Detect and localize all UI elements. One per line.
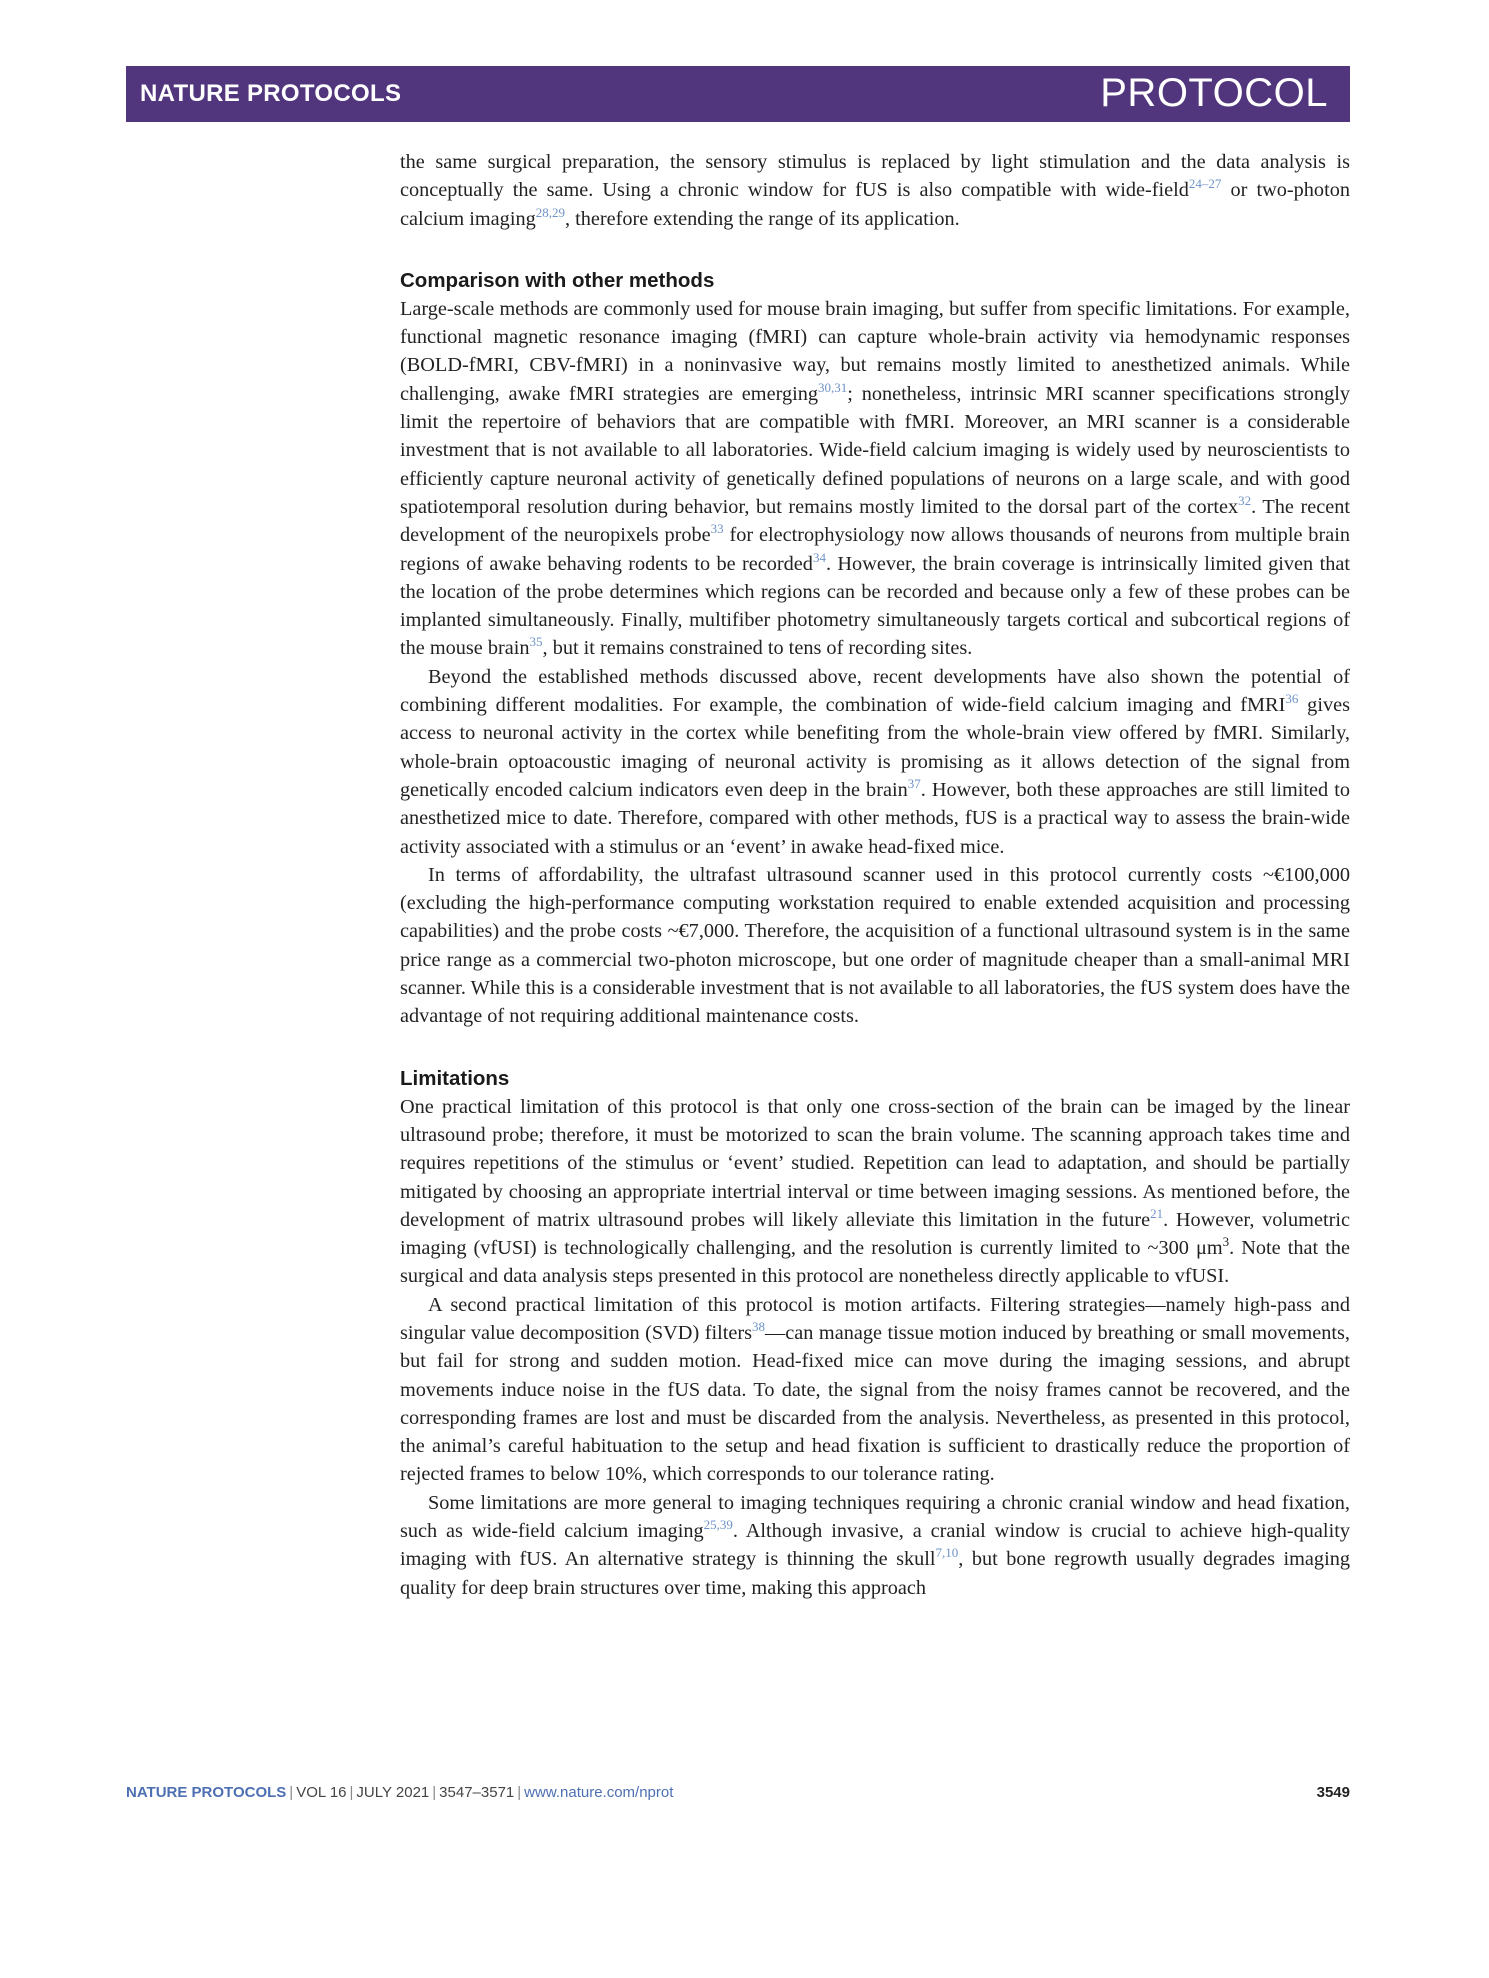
paragraph-comparison-1: Large-scale methods are commonly used for mouse brain imaging, but suffer from specific limitations. For example, functional magnetic resonance imaging (fMRI) can capture whole-brain activity via hemodynamic responses (BOLD-fMRI, CBV-fMRI) in a noninvasive way, but remains mostly limited to anesthetized animals. While challenging, awake fMRI strategies are emerging$^{30,31}$; nonetheless, intrinsic MRI scanner specifications strongly limit the repertoire of behaviors that are compatible with fMRI. Moreover, an MRI scanner is a considerable investment that is not available to all laboratories. Wide-field calcium imaging is widely used by neuroscientists to efficiently capture neuronal activity of genetically defined populations of neurons on a large scale, and with good spatiotemporal resolution during behavior, but remains mostly limited to the dorsal part of the cortex$^{32}$. The recent development of the neuropixels probe$^{33}$ for electrophysiology now allows thousands of neurons from multiple brain regions of awake behaving rodents to be recorded$^{34}$. However, the brain coverage is intrinsically limited given that the location of the probe determines which regions can be recorded and because only a few of these probes can be implanted simultaneously. Finally, multifiber photometry simultaneously targets cortical and subcortical regions of the mouse brain$^{35}$, but it remains constrained to tens of recording sites.	[400, 297, 1351, 660]
footer-url-link[interactable]: www.nature.com/nprot	[524, 1784, 674, 1801]
paragraph-comparison-2: Beyond the established methods discussed above, recent developments have also shown the potential of combining different modalities. For example, the combination of wide-field calcium imaging and fMRI$^{36}$ gives access to neuronal activity in the cortex while benefiting from the whole-brain view offered by fMRI. Similarly, whole-brain optoacoustic imaging of neuronal activity is promising as it allows detection of the signal from genetically encoded calcium indicators even deep in the brain$^{37}$. However, both these approaches are still limited to anesthetized mice to date. Therefore, compared with other methods, fUS is a practical way to assess the brain-wide activity associated with a stimulus or an ‘event’ in awake head-fixed mice.	[400, 665, 1350, 858]
citation-link[interactable]: 37	[907, 775, 921, 791]
citation-link[interactable]: 21	[1150, 1205, 1164, 1221]
citation-link[interactable]: 28,29	[535, 204, 565, 220]
page-footer: NATURE PROTOCOLS | VOL 16 | JULY 2021 | 3547–3571 | www.nature.com/nprot 3549	[126, 1784, 1350, 1801]
article-type: PROTOCOL	[1100, 71, 1328, 115]
paragraph-limitations-1: One practical limitation of this protocol is that only one cross-section of the brain can be imaged by the linear ultrasound probe; therefore, it must be motorized to scan the brain volume. The scanning approach takes time and requires repetitions of the stimulus or ‘event’ studied. Repetition can lead to adaptation, and should be partially mitigated by choosing an appropriate intertrial interval or time between imaging sessions. As mentioned before, the development of matrix ultrasound probes will likely alleviate this limitation in the future$^{21}$. However, volumetric imaging (vfUSI) is technologically challenging, and the resolution is currently limited to ~300 $\mu m^3$. Note that the surgical and data analysis steps presented in this protocol are nonetheless directly applicable to vfUSI.	[400, 1095, 1350, 1288]
citation-link[interactable]: 25,39	[703, 1517, 733, 1533]
citation-link[interactable]: 34	[812, 549, 826, 565]
footer-date: JULY 2021	[356, 1784, 430, 1801]
footer-journal: NATURE PROTOCOLS	[126, 1784, 287, 1801]
citation-link[interactable]: 36	[1285, 691, 1299, 707]
section-heading-limitations: Limitations	[400, 1066, 510, 1090]
journal-name: NATURE PROTOCOLS	[140, 80, 402, 107]
paragraph-affordability: In terms of affordability, the ultrafast ultrasound scanner used in this protocol currently costs ~€100,000 (excluding the high-performance computing workstation required to enable extended acquisition and processing capabilities) and the probe costs ~€7,000. Therefore, the acquisition of a functional ultrasound system is in the same price range as a commercial two-photon microscope, but one order of magnitude cheaper than a small-animal MRI scanner. While this is a considerable investment that is not available to all laboratories, the fUS system does have the advantage of not requiring additional maintenance costs.	[400, 863, 1350, 1028]
header-banner	[126, 66, 1350, 122]
paragraph-limitations-2: A second practical limitation of this protocol is motion artifacts. Filtering strategies—namely high-pass and singular value decomposition (SVD) filters$^{38}$—can manage tissue motion induced by breathing or small movements, but fail for strong and sudden motion. Head-fixed mice can move during the imaging sessions, and abrupt movements induce noise in the fUS data. To date, the signal from the noisy frames cannot be recovered, and the corresponding frames are lost and must be discarded from the analysis. Nevertheless, as presented in this protocol, the animal’s careful habituation to the setup and head fixation is sufficient to drastically reduce the proportion of rejected frames to below 10%, which corresponds to our tolerance rating.	[400, 1293, 1351, 1486]
citation-link[interactable]: 7,10	[935, 1545, 959, 1561]
citation-link[interactable]: 32	[1238, 492, 1252, 508]
paragraph-intro: the same surgical preparation, the sensory stimulus is replaced by light stimulation and the data analysis is conceptually the same. Using a chronic window for fUS is also compatible with wide-field$^{24-27}$ or two-photon calcium imaging$^{28,29}$, therefore extending the range of its application.	[400, 151, 1350, 230]
footer-volume: VOL 16	[296, 1784, 347, 1801]
section-heading-comparison: Comparison with other methods	[400, 268, 715, 292]
citation-link[interactable]: 24–27	[1188, 176, 1222, 192]
citation-link[interactable]: 33	[710, 521, 724, 537]
citation-link[interactable]: 35	[529, 634, 543, 650]
page-number: 3549	[1316, 1784, 1350, 1801]
exponent: 3	[1222, 1234, 1230, 1250]
footer-pages: 3547–3571	[439, 1784, 515, 1801]
citation-link[interactable]: 30,31	[818, 379, 848, 395]
paragraph-limitations-3: Some limitations are more general to imaging techniques requiring a chronic cranial window and head fixation, such as wide-field calcium imaging$^{25,39}$. Although invasive, a cranial window is crucial to achieve high-quality imaging with fUS. An alternative strategy is thinning the skull$^{7,10}$, but bone regrowth usually degrades imaging quality for deep brain structures over time, making this approach	[400, 1491, 1350, 1599]
citation-link[interactable]: 38	[752, 1318, 766, 1334]
article-body	[400, 148, 1350, 1602]
